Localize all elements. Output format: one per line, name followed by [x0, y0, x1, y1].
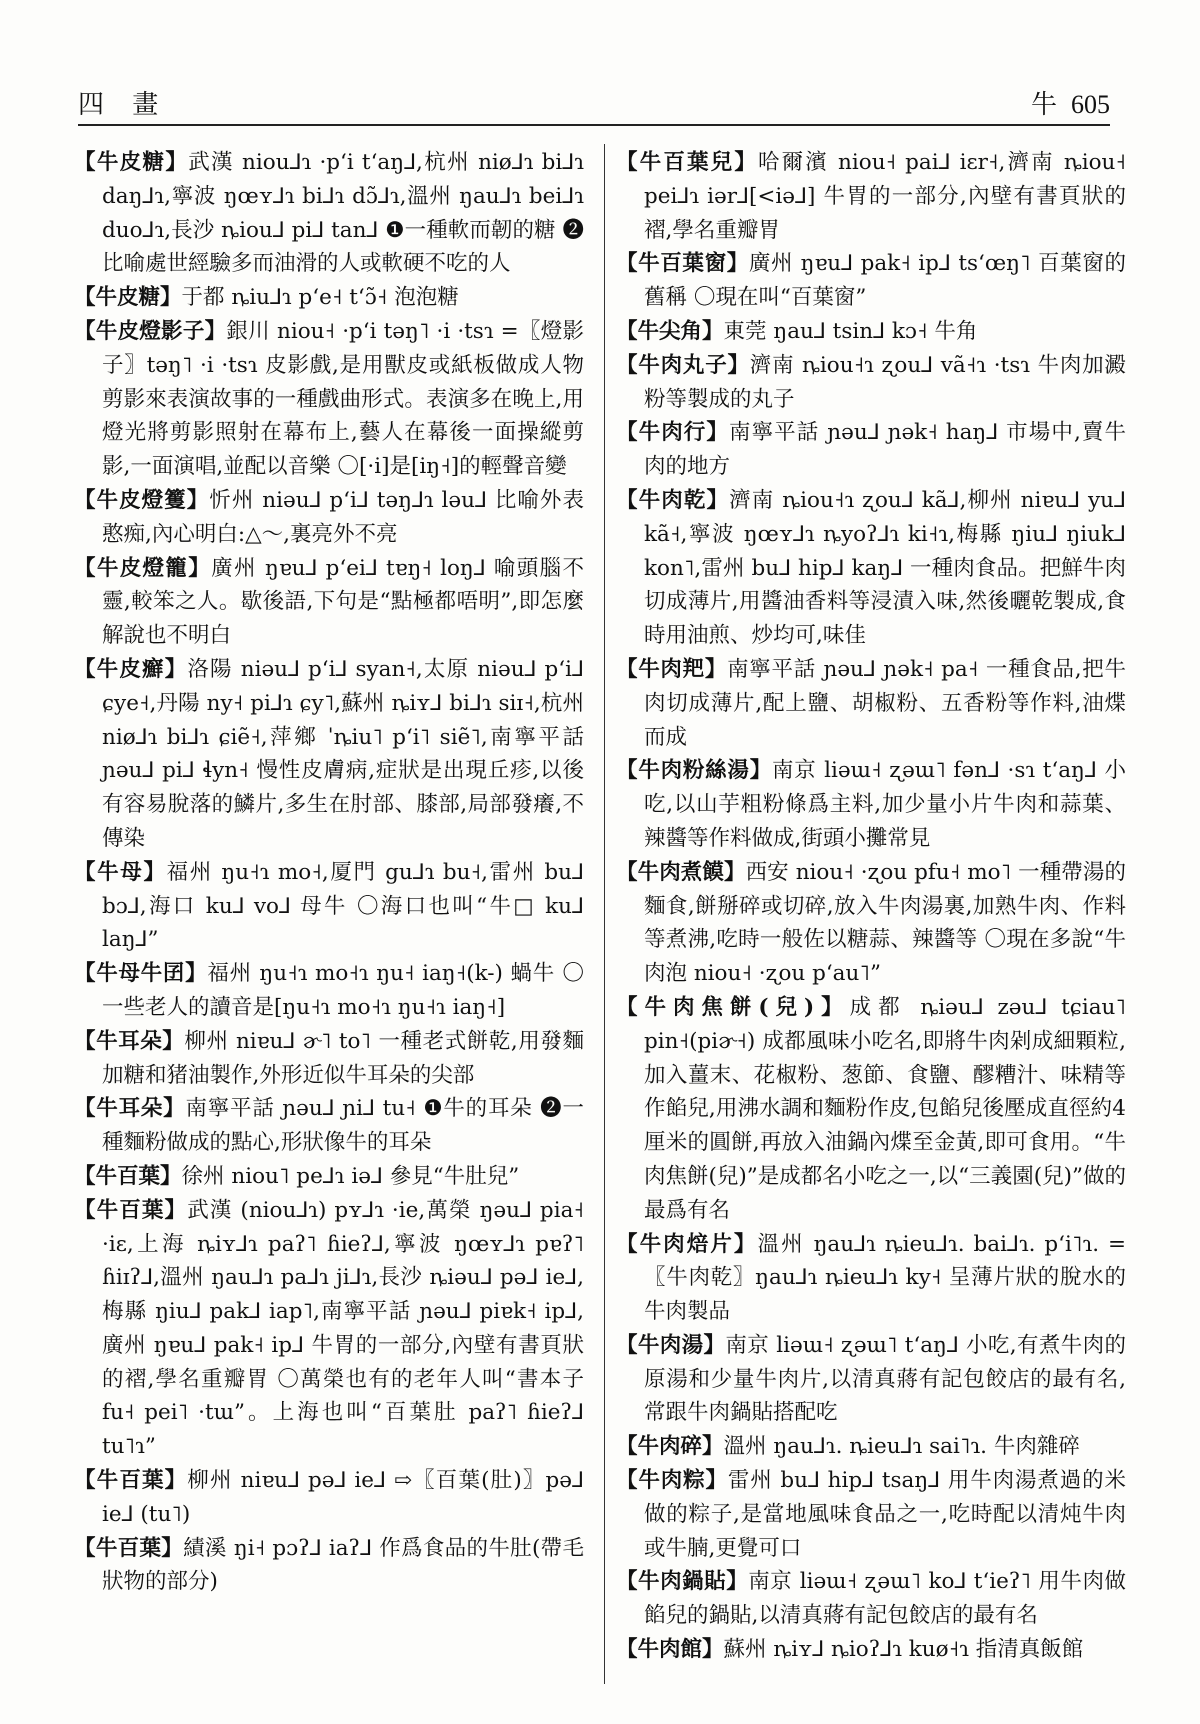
entry-headword: 【牛肉焙片】 — [616, 1231, 758, 1257]
dictionary-entry — [74, 1464, 584, 1532]
entry-headword: 【牛肉粉絲湯】 — [616, 758, 772, 784]
entry-headword: 【牛百葉兒】 — [616, 150, 759, 175]
dictionary-entry — [616, 349, 1126, 417]
entry-definition: 績溪 ŋi˧ pɔʔ⅃ iaʔ⅃ 作爲食品的牛肚(帶毛狀物的部分) — [102, 1535, 584, 1595]
left-column — [74, 146, 584, 1686]
entry-headword: 【牛肉湯】 — [616, 1332, 726, 1358]
section-title: 四 畫 — [78, 90, 169, 120]
entry-headword: 【牛皮癬】 — [74, 656, 188, 682]
page-number: 605 — [1071, 90, 1110, 119]
entry-headword: 【牛皮糖】 — [74, 285, 182, 311]
dictionary-entry — [74, 1092, 584, 1160]
dictionary-entry — [616, 247, 1126, 315]
dictionary-entry — [74, 552, 584, 653]
entry-headword: 【牛肉丸子】 — [616, 352, 750, 378]
entry-definition: 南京 liəɯ˧ ʐəɯ˥ tʻaŋ⅃ 小吃,有煮牛肉的原湯和少量牛肉片,以清真蔣有記包餃店的最有名,常跟牛肉鍋貼搭配吃 — [644, 1332, 1126, 1426]
dictionary-entry — [616, 315, 1126, 349]
dictionary-entry — [616, 146, 1126, 247]
entry-definition: 福州 ŋu˧ɿ mo˧,厦門 gu⅃ɿ bu˧,雷州 bu⅃ bɔ⅃,海口 ku⅃ vo⅃ 母牛 〇海口也叫“牛□ ku⅃ laŋ⅃” — [102, 859, 584, 953]
dictionary-entry — [616, 1565, 1126, 1633]
entry-definition: 南寧平話 ɲəu⅃ ɲək˧ pa˧ 一種食品,把牛肉切成薄片,配上鹽、胡椒粉、五香粉等作料,油煠而成 — [644, 656, 1126, 750]
entry-definition: 西安 niou˧ ·ʐou pfu˧ mo˥ 一種帶湯的麵食,餅掰碎或切碎,放入牛肉湯裏,加熟牛肉、作料等煮沸,吃時一般佐以糖蒜、辣醬等 〇現在多說“牛肉泡 niou˧ ·ʐou pʻau˥” — [644, 859, 1126, 987]
entry-headword: 【牛肉粽】 — [616, 1468, 728, 1494]
dictionary-entry — [74, 1194, 584, 1464]
entry-definition: 成都 ȵiəu⅃ zəu⅃ tɕiau˥ pin˧(piɚ˧) 成都風味小吃名,即將牛肉剁成細顆粒,加入薑末、花椒粉、葱節、食鹽、醪糟汁、味精等作餡兒,用沸水調和麵粉作皮,包餡兒後壓成直徑約4厘米的圓餅,再放入油鍋內煠至金黃,即可食用。“牛肉焦餅(兒)”是成都名小吃之一,以“三義園(兒)”做的最爲有名 — [644, 994, 1126, 1223]
entry-headword: 【牛肉焦餅(兒)】 — [616, 994, 850, 1020]
entry-headword: 【牛肉乾】 — [616, 487, 730, 513]
page-header — [78, 84, 1110, 126]
entry-definition: 于都 ȵiu⅃ɿ pʻe˧ tʻɔ̃˧ 泡泡糖 — [181, 285, 459, 311]
entry-headword: 【牛百葉窗】 — [616, 251, 749, 277]
dictionary-entry — [74, 957, 584, 1025]
entry-definition: 南寧平話 ɲəu⅃ ɲi⅃ tu˧ ❶牛的耳朵 ❷一種麵粉做成的點心,形狀像牛的耳朵 — [102, 1096, 584, 1156]
entry-definition: 廣州 ŋɐu⅃ pak˧ ip⅃ tsʻœŋ˥ 百葉窗的舊稱 〇現在叫“百葉窗” — [644, 251, 1126, 311]
entry-definition: 銀川 niou˧ ·pʻi təŋ˥ ·i ·tsɿ =〖燈影子〗təŋ˥ ·i ·tsɿ 皮影戲,是用獸皮或紙板做成人物剪影來表演故事的一種戲曲形式。表演多在晚上,用燈光將剪影照射在幕布上,藝人在幕後一面操縱剪影,一面演唱,並配以音樂 〇[·i]是[iŋ˧]的輕聲音變 — [102, 318, 584, 480]
entry-definition: 濟南 ȵiou˧ɿ ʐou⅃ vã˧ɿ ·tsɿ 牛肉加澱粉等製成的丸子 — [644, 352, 1126, 412]
entry-headword: 【牛耳朵】 — [74, 1096, 186, 1122]
entry-definition: 哈爾濱 niou˧ pai⅃ iɛr˧,濟南 ȵiou˧ pei⅃ɿ iər⅃[<iə⅃] 牛胃的一部分,內壁有書頁狀的褶,學名重瓣胃 — [644, 150, 1126, 243]
running-head — [1031, 84, 1110, 121]
dictionary-entry — [616, 416, 1126, 484]
entry-definition: 福州 ŋu˧ɿ mo˧ɿ ŋu˧ iaŋ˧(k-) 蝸牛 〇一些老人的讀音是[ŋu˧ɿ mo˧ɿ ŋu˧ɿ iaŋ˧] — [102, 961, 584, 1020]
entry-definition: 武漢 (niou⅃ɿ) pʏ⅃ɿ ·ie,萬榮 ŋəu⅃ pia˧ ·iɛ,上海 ȵiʏ⅃ɿ paʔ˥ ɦieʔ⅃,寧波 ŋœʏ⅃ɿ pɐʔ˥ ɦiɪʔ⅃,溫州 ŋau⅃ɿ pa⅃ɿ ji⅃ɿ,長沙 ȵiəu⅃ pə⅃ ie⅃,梅縣 ŋiu⅃ pak⅃ iap˥,南寧平話 ɲəu⅃ piɐk˧ ip⅃,廣州 ŋɐu⅃ pak˧ ip⅃ 牛胃的一部分,內壁有書頁狀的褶,學名重瓣胃 〇萬榮也有的老年人叫“書本子 fu˧ pei˥ ·tɯ”。上海也叫“百葉肚 paʔ˥ ɦieʔ⅃ tu˥ɿ” — [102, 1197, 584, 1460]
dictionary-entry — [616, 991, 1126, 1228]
dictionary-entry — [74, 1025, 584, 1093]
entry-headword: 【牛百葉】 — [74, 1535, 184, 1561]
entry-headword: 【牛肉煮饃】 — [616, 859, 746, 885]
entry-headword: 【牛肉碎】 — [616, 1434, 724, 1460]
dictionary-entry — [616, 1228, 1126, 1329]
entry-headword: 【牛肉行】 — [616, 420, 729, 446]
entry-definition: 武漢 niou⅃ɿ ·pʻi tʻaŋ⅃,杭州 niø⅃ɿ bi⅃ɿ daŋ⅃ɿ,寧波 ŋœʏ⅃ɿ bi⅃ɿ dɔ̃⅃ɿ,溫州 ŋau⅃ɿ bei⅃ɿ duo⅃ɿ,長沙 ȵiou⅃ pi⅃ tan⅃ ❶一種軟而韌的糖 ❷比喻處世經驗多而油滑的人或軟硬不吃的人 — [102, 150, 584, 277]
entry-definition: 柳州 niɐu⅃ ɚ˥ to˥ 一種老式餅乾,用發麵加糖和猪油製作,外形近似牛耳朵的尖部 — [102, 1028, 584, 1088]
entry-headword: 【牛肉館】 — [616, 1637, 724, 1663]
dictionary-entry — [74, 1532, 584, 1600]
entry-definition: 溫州 ŋau⅃ɿ. ȵieu⅃ɿ sai˥ɿ. 牛肉雜碎 — [723, 1434, 1080, 1460]
entry-definition: 忻州 niəu⅃ pʻi⅃ təŋ⅃ɿ ləu⅃ 比喻外表憨痴,內心明白:△～,裏亮外不亮 — [102, 487, 584, 547]
entry-headword: 【牛百葉】 — [74, 1163, 182, 1189]
dictionary-entry — [74, 484, 584, 552]
entry-headword: 【牛母牛囝】 — [74, 961, 208, 987]
entry-headword: 【牛尖角】 — [616, 318, 724, 344]
entry-definition: 雷州 bu⅃ hip⅃ tsaŋ⅃ 用牛肉湯煮過的米做的粽子,是當地風味食品之一,吃時配以清炖牛肉或牛腩,更覺可口 — [644, 1468, 1126, 1561]
entry-definition: 徐州 niou˥ pe⅃ɿ iə⅃ 參見“牛肚兒” — [181, 1163, 520, 1189]
dictionary-entry — [616, 1464, 1126, 1565]
entry-definition: 南京 liəɯ˧ ʐəɯ˥ ko⅃ tʻieʔ˥ 用牛肉做餡兒的鍋貼,以清真蔣有記包餃店的最有名 — [644, 1569, 1126, 1629]
dictionary-entry — [74, 856, 584, 957]
entry-headword: 【牛皮糖】 — [74, 150, 189, 175]
dictionary-entry — [616, 754, 1126, 855]
entry-definition: 溫州 ŋau⅃ɿ ȵieu⅃ɿ. bai⅃ɿ. pʻi˥ɿ. =〖牛肉乾〗ŋau⅃ɿ ȵieu⅃ɿ ky˧ 呈薄片狀的脫水的牛肉製品 — [644, 1231, 1126, 1325]
entry-definition: 蘇州 ȵiʏ⅃ ȵioʔ⅃ɿ kuø˧ɿ 指清真飯館 — [723, 1637, 1084, 1663]
entry-definition: 廣州 ŋɐu⅃ pʻei⅃ tɐŋ˧ loŋ⅃ 喻頭腦不靈,較笨之人。歇後語,下句是“點極都唔明”,即怎麼解說也不明白 — [102, 555, 584, 649]
entry-headword: 【牛皮燈影子】 — [74, 318, 227, 344]
dictionary-entry — [74, 653, 584, 856]
entry-headword: 【牛肉羓】 — [616, 656, 728, 682]
entry-headword: 【牛皮燈籆】 — [74, 487, 210, 513]
entry-headword: 【牛百葉】 — [74, 1197, 188, 1223]
entry-definition: 濟南 ȵiou˧ɿ ʐou⅃ kã⅃,柳州 niɐu⅃ yu⅃ kã˧,寧波 ŋœʏ⅃ɿ ȵyoʔ⅃ɿ ki˧ɿ,梅縣 ŋiu⅃ ŋiuk⅃ kon˥,雷州 bu⅃ hip⅃ kaŋ⅃ 一種肉食品。把鮮牛肉切成薄片,用醬油香料等浸漬入味,然後曬乾製成,食時用油煎、炒均可,味佳 — [644, 487, 1126, 649]
radical-character: 牛 — [1030, 90, 1057, 120]
dictionary-entry — [616, 653, 1126, 754]
entry-definition: 南寧平話 ɲəu⅃ ɲək˧ haŋ⅃ 市場中,賣牛肉的地方 — [644, 420, 1126, 480]
dictionary-entry — [74, 315, 584, 484]
dictionary-entry — [616, 1430, 1126, 1464]
dictionary-entry — [616, 1633, 1126, 1667]
dictionary-entry — [616, 856, 1126, 991]
entry-definition: 柳州 niɐu⅃ pə⅃ ie⅃ ⇨〖百葉(肚)〗pə⅃ ie⅃ (tu˥) — [102, 1468, 584, 1527]
entry-definition: 東莞 ŋau⅃ tsin⅃ kɔ˧ 牛角 — [723, 318, 978, 344]
dictionary-entry — [74, 281, 584, 315]
entry-headword: 【牛肉鍋貼】 — [616, 1569, 749, 1595]
dictionary-entry — [616, 1329, 1126, 1430]
right-column — [616, 146, 1126, 1686]
dictionary-entry — [616, 484, 1126, 653]
entry-definition: 洛陽 niəu⅃ pʻi⅃ syan˧,太原 niəu⅃ pʻi⅃ ɕye˧,丹陽 ny˧ pi⅃ɿ ɕy˥,蘇州 ȵiʏ⅃ bi⅃ɿ siɪ˧,杭州 niø⅃ɿ bi⅃ɿ ɕiẽ˧,萍鄉 ˈȵiu˥ pʻi˥ siẽ˥,南寧平話 ɲəu⅃ pi⅃ ɬyn˧ 慢性皮膚病,症狀是出現丘疹,以後有容易脫落的鱗片,多生在肘部、膝部,局部發癢,不傳染 — [102, 656, 584, 851]
dictionary-entry — [74, 1160, 584, 1194]
entry-headword: 【牛耳朵】 — [74, 1028, 185, 1054]
entry-headword: 【牛百葉】 — [74, 1468, 188, 1494]
dictionary-entry — [74, 146, 584, 281]
entry-headword: 【牛皮燈籠】 — [74, 555, 212, 581]
entry-headword: 【牛母】 — [74, 859, 167, 885]
column-divider — [604, 144, 605, 1684]
entry-definition: 南京 liəɯ˧ ʐəɯ˥ fən⅃ ·sɿ tʻaŋ⅃ 小吃,以山芋粗粉條爲主料,加少量小片牛肉和蒜葉、辣醬等作料做成,街頭小攤常見 — [644, 758, 1126, 851]
